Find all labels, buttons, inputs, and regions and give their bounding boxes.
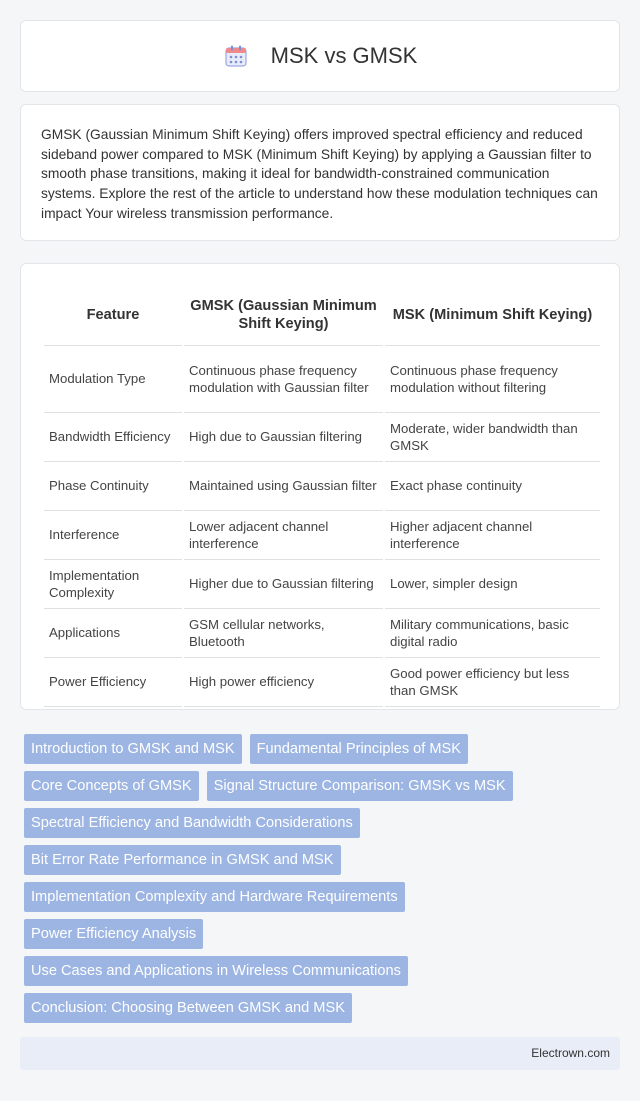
link-row: [24, 771, 624, 801]
header-gmsk: GMSK (Gaussian Minimum Shift Keying): [184, 284, 383, 346]
topic-link-gmsk-concepts[interactable]: Core Concepts of GMSK: [24, 771, 199, 801]
footer-site-name: Electrown.com: [531, 1046, 610, 1060]
topic-link-implementation[interactable]: Implementation Complexity and Hardware Requirements: [24, 882, 405, 912]
topic-link-power-efficiency[interactable]: Power Efficiency Analysis: [24, 919, 203, 949]
intro-paragraph: GMSK (Gaussian Minimum Shift Keying) offers improved spectral efficiency and reduced sideband power compared to MSK (Minimum Shift Keying) by applying a Gaussian filter to smooth phase transitions, making it ideal for bandwidth-constrained communication systems. Explore the rest of the article to understand how these modulation techniques can impact Your wireless transmission performance.: [41, 127, 598, 221]
topic-link-spectral-efficiency[interactable]: Spectral Efficiency and Bandwidth Considerations: [24, 808, 360, 838]
link-row: [24, 845, 624, 875]
cell-feature: Power Efficiency: [44, 658, 182, 707]
cell-gmsk: Higher due to Gaussian filtering: [184, 560, 383, 609]
cell-msk: Moderate, wider bandwidth than GMSK: [385, 413, 600, 462]
cell-gmsk: High power efficiency: [184, 658, 383, 707]
cell-feature: Phase Continuity: [44, 462, 182, 511]
link-row: [24, 993, 624, 1023]
cell-feature: Implementation Complexity: [44, 560, 182, 609]
cell-msk: Exact phase continuity: [385, 462, 600, 511]
link-row: [24, 882, 624, 912]
table-row: [44, 511, 600, 560]
cell-gmsk: GSM cellular networks, Bluetooth: [184, 609, 383, 658]
cell-gmsk: Continuous phase frequency modulation with Gaussian filter: [184, 346, 383, 413]
table-row: [44, 609, 600, 658]
table-row: [44, 560, 600, 609]
topic-link-use-cases[interactable]: Use Cases and Applications in Wireless Communications: [24, 956, 408, 986]
header-feature: Feature: [44, 284, 182, 346]
link-row: [24, 919, 624, 949]
cell-gmsk: High due to Gaussian filtering: [184, 413, 383, 462]
footer: [20, 1037, 620, 1070]
title-card: [20, 20, 620, 92]
link-row: [24, 956, 624, 986]
comparison-table: [42, 284, 602, 707]
cell-msk: Higher adjacent channel interference: [385, 511, 600, 560]
table-row: [44, 658, 600, 707]
cell-msk: Military communications, basic digital radio: [385, 609, 600, 658]
intro-card: [20, 104, 620, 241]
topic-link-conclusion[interactable]: Conclusion: Choosing Between GMSK and MSK: [24, 993, 352, 1023]
comparison-table-card: [20, 263, 620, 710]
cell-gmsk: Maintained using Gaussian filter: [184, 462, 383, 511]
topic-links: [24, 734, 624, 1030]
cell-msk: Good power efficiency but less than GMSK: [385, 658, 600, 707]
cell-feature: Applications: [44, 609, 182, 658]
cell-gmsk: Lower adjacent channel interference: [184, 511, 383, 560]
topic-link-introduction[interactable]: Introduction to GMSK and MSK: [24, 734, 242, 764]
topic-link-msk-principles[interactable]: Fundamental Principles of MSK: [250, 734, 468, 764]
cell-feature: Modulation Type: [44, 346, 182, 413]
table-row: [44, 346, 600, 413]
table-header-row: [44, 284, 600, 346]
table-row: [44, 462, 600, 511]
link-row: [24, 734, 624, 764]
cell-msk: Continuous phase frequency modulation without filtering: [385, 346, 600, 413]
topic-link-signal-structure[interactable]: Signal Structure Comparison: GMSK vs MSK: [207, 771, 513, 801]
link-row: [24, 808, 624, 838]
cell-feature: Bandwidth Efficiency: [44, 413, 182, 462]
topic-link-bit-error-rate[interactable]: Bit Error Rate Performance in GMSK and MSK: [24, 845, 341, 875]
calendar-icon: [223, 43, 249, 69]
page-title: MSK vs GMSK: [270, 43, 418, 68]
cell-feature: Interference: [44, 511, 182, 560]
cell-msk: Lower, simpler design: [385, 560, 600, 609]
table-row: [44, 413, 600, 462]
header-msk: MSK (Minimum Shift Keying): [385, 284, 600, 346]
